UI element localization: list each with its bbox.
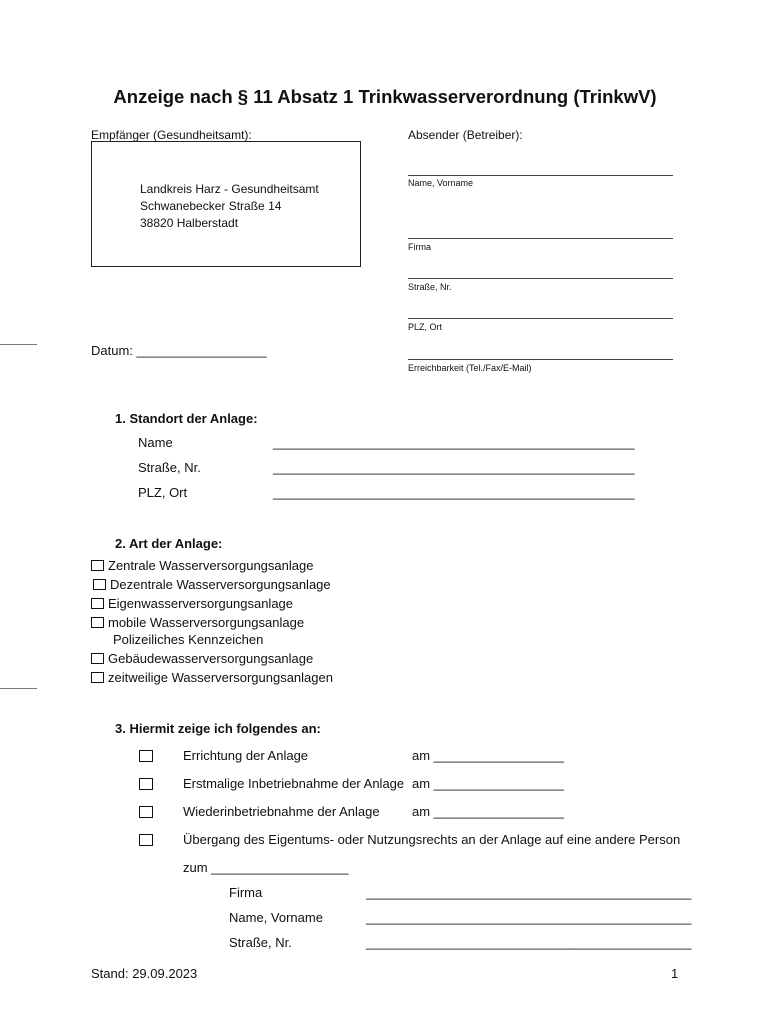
section-1-heading: 1. Standort der Anlage:: [115, 411, 258, 426]
new-owner-street-blank[interactable]: _____________________________________________: [366, 935, 692, 950]
checkbox-icon[interactable]: [91, 653, 104, 664]
sender-label: Absender (Betreiber):: [408, 128, 523, 142]
option-mobile[interactable]: [91, 615, 304, 630]
new-owner-company-label: Firma: [229, 885, 263, 900]
new-owner-name-label: Name, Vorname: [229, 910, 323, 925]
site-street-label: Straße, Nr.: [138, 460, 201, 475]
sender-city-line[interactable]: [408, 318, 673, 319]
sender-street-caption: Straße, Nr.: [408, 282, 452, 292]
ownership-transfer-label: Übergang des Eigentums- oder Nutzungsrechts an der Anlage auf eine andere Person: [183, 832, 681, 847]
section-3-heading: 3. Hiermit zeige ich folgendes an:: [115, 721, 321, 736]
recipient-line-1: Landkreis Harz - Gesundheitsamt: [140, 182, 319, 196]
checkbox-icon[interactable]: [91, 560, 104, 571]
site-name-blank[interactable]: __________________________________________________: [273, 435, 635, 450]
option-decentral[interactable]: [93, 577, 331, 592]
document-title: Anzeige nach § 11 Absatz 1 Trinkwasserverordnung (TrinkwV): [113, 86, 657, 107]
sender-contact-caption: Erreichbarkeit (Tel./Fax/E-Mail): [408, 363, 532, 373]
checkbox-first-commissioning[interactable]: [139, 778, 153, 790]
checkbox-ownership-transfer[interactable]: [139, 834, 153, 846]
recommissioning-date-blank[interactable]: am __________________: [412, 804, 564, 819]
page-number: 1: [671, 966, 679, 981]
sender-contact-line[interactable]: [408, 359, 673, 360]
option-mobile-label: mobile Wasserversorgungsanlage: [108, 615, 305, 630]
recommissioning-label: Wiederinbetriebnahme der Anlage: [183, 804, 380, 819]
new-owner-street-label: Straße, Nr.: [229, 935, 292, 950]
checkbox-icon[interactable]: [91, 617, 104, 628]
recipient-line-2: Schwanebecker Straße 14: [140, 199, 282, 213]
option-building-label: Gebäudewasserversorgungsanlage: [108, 651, 314, 666]
recipient-line-3: 38820 Halberstadt: [140, 216, 239, 230]
site-city-label: PLZ, Ort: [138, 485, 188, 500]
checkbox-icon[interactable]: [91, 672, 104, 683]
checkbox-icon[interactable]: [93, 579, 106, 590]
date-field[interactable]: Datum: __________________: [91, 343, 267, 358]
recipient-label: Empfänger (Gesundheitsamt):: [91, 128, 252, 142]
option-own-supply[interactable]: [91, 596, 293, 611]
mobile-plate-label: Polizeiliches Kennzeichen: [113, 632, 264, 647]
checkbox-construction[interactable]: [139, 750, 153, 762]
option-central-label: Zentrale Wasserversorgungsanlage: [108, 558, 314, 573]
footer-stand: Stand: 29.09.2023: [91, 966, 198, 981]
construction-label: Errichtung der Anlage: [183, 748, 309, 763]
sender-name-caption: Name, Vorname: [408, 178, 474, 188]
transfer-date-blank[interactable]: zum ___________________: [183, 860, 349, 875]
new-owner-company-blank[interactable]: _____________________________________________: [366, 885, 692, 900]
option-temporary[interactable]: [91, 670, 333, 685]
sender-city-caption: PLZ, Ort: [408, 322, 443, 332]
sender-street-line[interactable]: [408, 278, 673, 279]
first-commissioning-label: Erstmalige Inbetriebnahme der Anlage: [183, 776, 405, 791]
new-owner-name-blank[interactable]: _____________________________________________: [366, 910, 692, 925]
first-commissioning-date-blank[interactable]: am __________________: [412, 776, 564, 791]
site-city-blank[interactable]: __________________________________________________: [273, 485, 635, 500]
option-central[interactable]: [91, 558, 313, 573]
sender-company-line[interactable]: [408, 238, 673, 239]
sender-company-caption: Firma: [408, 242, 431, 252]
site-street-blank[interactable]: __________________________________________________: [273, 460, 635, 475]
site-name-label: Name: [138, 435, 173, 450]
option-temporary-label: zeitweilige Wasserversorgungsanlagen: [108, 670, 333, 685]
option-decentral-label: Dezentrale Wasserversorgungsanlage: [110, 577, 331, 592]
checkbox-recommissioning[interactable]: [139, 806, 153, 818]
construction-date-blank[interactable]: am __________________: [412, 748, 564, 763]
checkbox-icon[interactable]: [91, 598, 104, 609]
option-building[interactable]: [91, 651, 313, 666]
option-own-supply-label: Eigenwasserversorgungsanlage: [108, 596, 294, 611]
fold-mark-top: [0, 344, 37, 345]
recipient-address: [140, 181, 319, 232]
sender-name-line[interactable]: [408, 175, 673, 176]
fold-mark-bottom: [0, 688, 37, 689]
section-2-heading: 2. Art der Anlage:: [115, 536, 223, 551]
